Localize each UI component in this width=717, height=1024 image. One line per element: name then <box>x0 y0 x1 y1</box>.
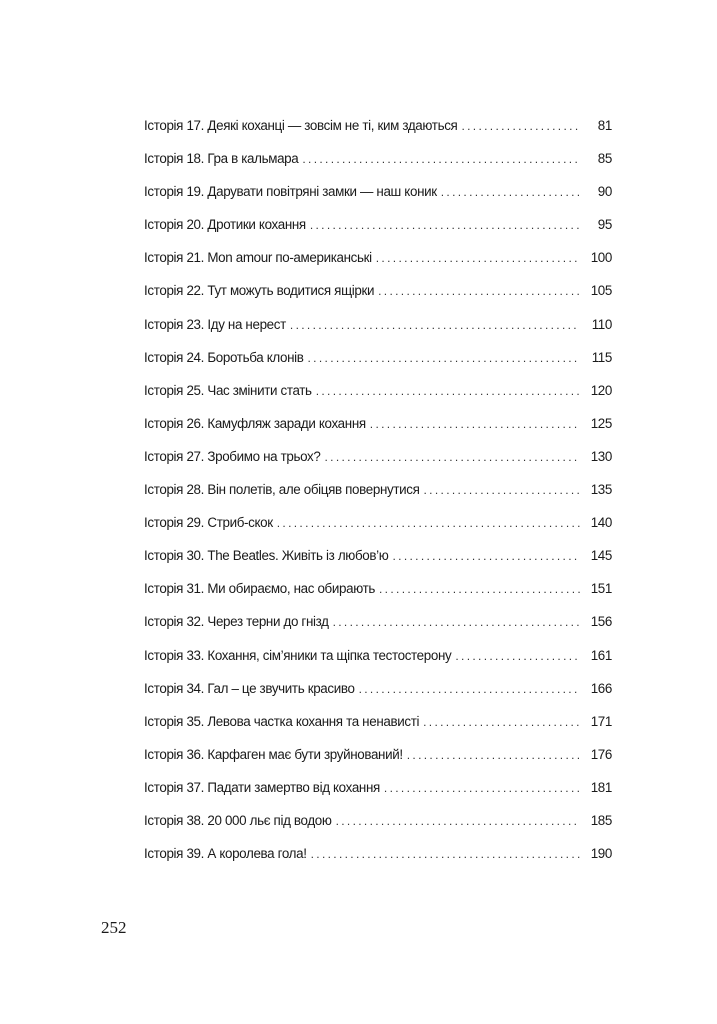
toc-entry-title: Історія 38. 20 000 льє під водою <box>144 812 332 828</box>
toc-entry[interactable] <box>144 482 612 515</box>
toc-entry-title: Історія 34. Гал – це звучить красиво <box>144 680 355 696</box>
toc-entry-page: 135 <box>590 482 612 498</box>
toc-dot-leader <box>441 185 580 199</box>
toc-entry-page: 145 <box>590 548 612 564</box>
toc-entry-title: Історія 29. Стриб-скок <box>144 515 273 531</box>
toc-dot-leader <box>277 516 580 530</box>
toc-entry[interactable] <box>144 317 612 350</box>
toc-entry-title: Історія 27. Зробимо на трьох? <box>144 448 321 464</box>
toc-entry-page: 156 <box>590 614 612 630</box>
toc-entry-page: 100 <box>590 250 612 266</box>
toc-entry[interactable] <box>144 515 612 548</box>
toc-entry-page: 166 <box>590 680 612 696</box>
toc-entry[interactable] <box>144 118 612 151</box>
toc-dot-leader <box>311 847 580 861</box>
toc-entry[interactable] <box>144 151 612 184</box>
toc-entry[interactable] <box>144 813 612 846</box>
toc-dot-leader <box>407 748 580 762</box>
toc-entry-title: Історія 30. The Beatles. Живіть із любов’ю <box>144 548 389 564</box>
toc-dot-leader <box>461 119 580 133</box>
toc-dot-leader <box>370 417 580 431</box>
toc-entry-title: Історія 24. Боротьба клонів <box>144 349 304 365</box>
toc-entry-title: Історія 19. Дарувати повітряні замки — наш коник <box>144 184 437 200</box>
toc-entry-page: 125 <box>590 415 612 431</box>
toc-entry[interactable] <box>144 780 612 813</box>
toc-dot-leader <box>308 351 580 365</box>
toc-entry[interactable] <box>144 217 612 250</box>
toc-dot-leader <box>376 251 580 265</box>
toc-entry-title: Історія 36. Карфаген має бути зруйнований! <box>144 746 403 762</box>
toc-entry-title: Історія 23. Іду на нерест <box>144 316 286 332</box>
toc-entry-title: Історія 25. Час змінити стать <box>144 382 312 398</box>
toc-entry[interactable] <box>144 548 612 581</box>
toc-entry[interactable] <box>144 350 612 383</box>
toc-entry-page: 85 <box>597 151 612 167</box>
toc-entry-page: 95 <box>597 217 612 233</box>
toc-entry-page: 110 <box>591 316 612 332</box>
toc-entry-page: 185 <box>590 812 612 828</box>
toc-entry-page: 190 <box>590 846 612 862</box>
toc-entry-page: 176 <box>590 746 612 762</box>
toc-entry-title: Історія 28. Він полетів, але обіцяв повернутися <box>144 482 420 498</box>
toc-entry[interactable] <box>144 250 612 283</box>
table-of-contents <box>144 118 612 879</box>
toc-dot-leader <box>302 152 580 166</box>
toc-entry-title: Історія 22. Тут можуть водитися ящірки <box>144 283 375 299</box>
toc-entry-page: 161 <box>590 647 612 663</box>
toc-dot-leader <box>316 384 580 398</box>
toc-entry-page: 151 <box>590 581 612 597</box>
toc-dot-leader <box>379 582 580 596</box>
toc-entry-title: Історія 37. Падати замертво від кохання <box>144 779 380 795</box>
toc-dot-leader <box>325 450 581 464</box>
toc-entry[interactable] <box>144 747 612 780</box>
toc-entry[interactable] <box>144 648 612 681</box>
page-number: 252 <box>101 918 127 937</box>
toc-entry-page: 171 <box>590 713 612 729</box>
toc-entry-title: Історія 32. Через терни до гнізд <box>144 614 329 630</box>
toc-entry[interactable] <box>144 714 612 747</box>
toc-dot-leader <box>336 814 580 828</box>
toc-entry[interactable] <box>144 614 612 647</box>
toc-entry-page: 81 <box>597 118 612 133</box>
toc-dot-leader <box>333 615 580 629</box>
toc-entry-title: Історія 21. Mon amour по-американські <box>144 250 372 266</box>
toc-entry-page: 181 <box>590 779 612 795</box>
toc-dot-leader <box>359 682 580 696</box>
toc-entry-title: Історія 17. Деякі коханці — зовсім не ті, ким здаються <box>144 118 458 133</box>
toc-entry-title: Історія 31. Ми обираємо, нас обирають <box>144 581 376 597</box>
toc-dot-leader <box>423 715 580 729</box>
toc-entry[interactable] <box>144 416 612 449</box>
toc-entry[interactable] <box>144 846 612 879</box>
toc-dot-leader <box>378 284 580 298</box>
toc-dot-leader <box>290 318 580 332</box>
toc-entry[interactable] <box>144 449 612 482</box>
toc-entry-title: Історія 35. Левова частка кохання та ненависті <box>144 713 420 729</box>
toc-entry-title: Історія 26. Камуфляж заради кохання <box>144 415 366 431</box>
toc-dot-leader <box>384 781 580 795</box>
toc-entry-page: 115 <box>591 349 612 365</box>
toc-dot-leader <box>424 483 580 497</box>
toc-entry-page: 105 <box>590 283 612 299</box>
toc-entry[interactable] <box>144 383 612 416</box>
toc-dot-leader <box>310 218 580 232</box>
toc-entry-page: 120 <box>590 382 612 398</box>
toc-entry-title: Історія 20. Дротики кохання <box>144 217 306 233</box>
toc-entry-page: 140 <box>590 515 612 531</box>
toc-dot-leader <box>392 549 580 563</box>
toc-entry[interactable] <box>144 681 612 714</box>
toc-dot-leader <box>455 649 580 663</box>
toc-entry-page: 90 <box>597 184 612 200</box>
toc-entry-title: Історія 39. А королева гола! <box>144 846 307 862</box>
toc-entry[interactable] <box>144 581 612 614</box>
toc-entry[interactable] <box>144 283 612 316</box>
toc-entry[interactable] <box>144 184 612 217</box>
toc-entry-title: Історія 18. Гра в кальмара <box>144 151 299 167</box>
toc-entry-title: Історія 33. Кохання, сім’яники та щіпка тестостерону <box>144 647 452 663</box>
toc-entry-page: 130 <box>590 448 612 464</box>
